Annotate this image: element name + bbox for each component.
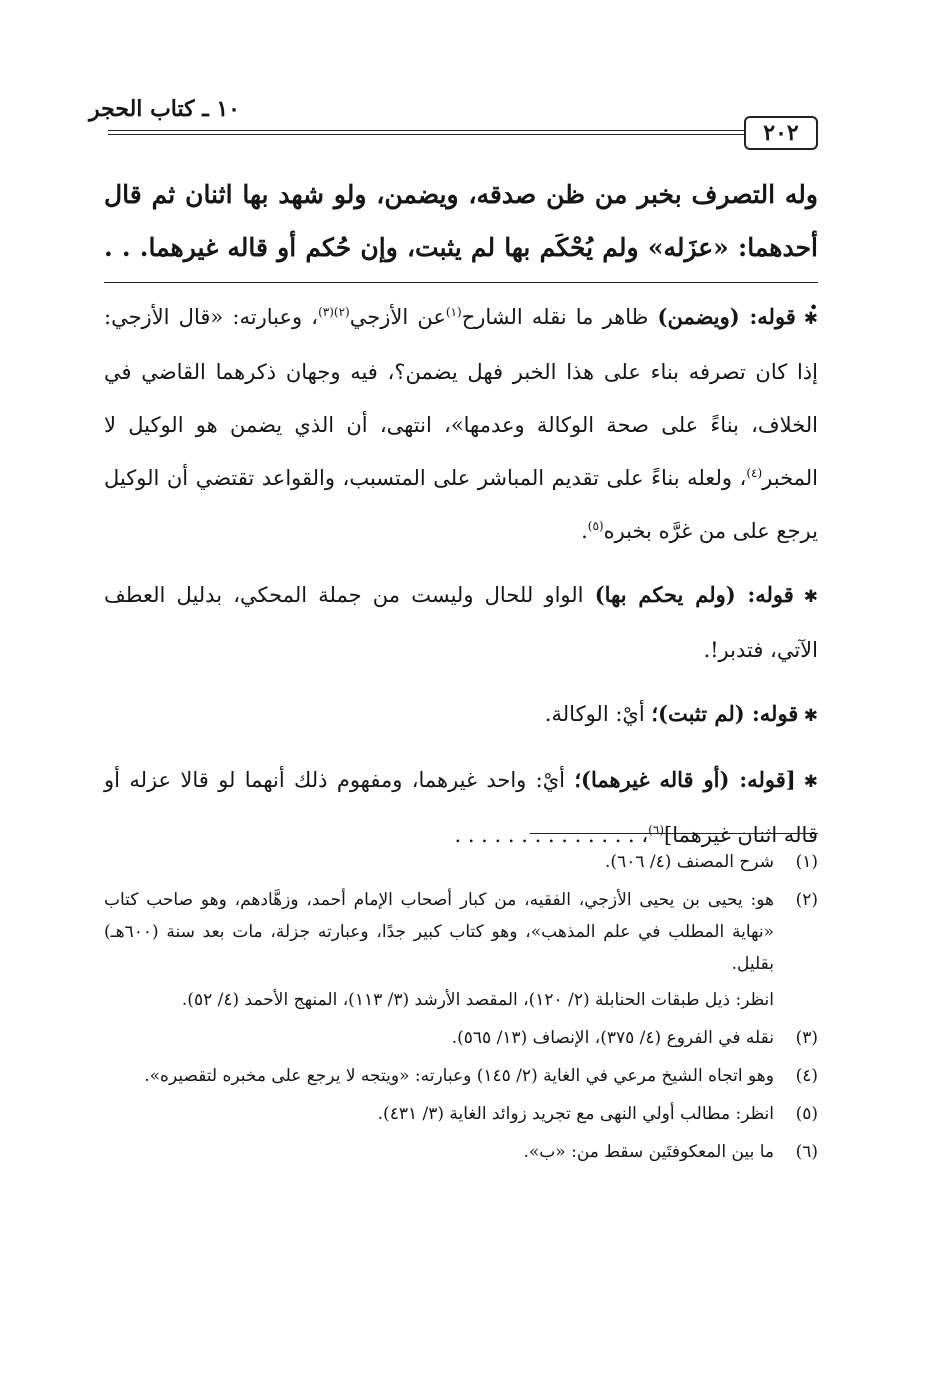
footnote-divider	[530, 833, 818, 834]
footnote-marker[interactable]: (٦)	[648, 823, 664, 837]
footnote-text	[104, 884, 774, 1016]
footnote-text	[104, 1060, 774, 1092]
commentary-text: .	[581, 519, 588, 543]
commentary-text: ، وعبارته: «قال الأزجي: إذا كان تصرفه بناء على هذا الخبر فهل يضمن؟، فيه وجهان ذكرهما القاضي في الخلاف، بناءً على صحة الوكالة وعدمها»، انتهى، أن الذي يضمن هو الوكيل لا المخبر	[104, 305, 818, 490]
footnote-number: (٤)	[795, 1066, 818, 1086]
footnote-paragraph: نقله في الفروع (٤/ ٣٧٥)، الإنصاف (١٣/ ٥٦٥).	[451, 1028, 774, 1048]
footnote-marker[interactable]: (٤)	[746, 466, 763, 480]
footnote-paragraph: انظر: مطالب أولي النهى مع تجريد زوائد الغاية (٣/ ٤٣١).	[377, 1104, 774, 1124]
footnote-paragraph: ما بين المعكوفتَين سقط من: «ب».	[523, 1142, 774, 1162]
footnote-number: (٥)	[795, 1104, 818, 1124]
footnote-number: (٣)	[795, 1028, 818, 1048]
footnote-text	[104, 846, 774, 878]
footnote-marker[interactable]: (١)	[445, 305, 462, 319]
footnote-number: (١)	[795, 852, 818, 872]
footnote-paragraph: وهو اتجاه الشيخ مرعي في الغاية (٢/ ١٤٥) وعبارته: «ويتجه لا يرجع على مخبره لتقصيره».	[144, 1066, 774, 1086]
footnote-item	[104, 884, 818, 1016]
footnote-paragraph: انظر: ذيل طبقات الحنابلة (٢/ ١٢٠)، المقصد الأرشد (٣/ ١١٣)، المنهج الأحمد (٤/ ٥٢).	[181, 990, 774, 1010]
commentary-paragraph	[104, 568, 818, 677]
footnote-item	[104, 1136, 818, 1168]
matn-text: وله التصرف بخبر من ظن صدقه، ويضمن، ولو شهد بها اثنان ثم قال أحدهما: «عزَله» ولم يُحْكَم بها لم يثبت، وإن حُكم أو قاله غيرهما. . . .	[104, 180, 818, 315]
footnote-text	[104, 1136, 774, 1168]
quoted-phrase: [قوله: (أو قاله غيرهما)؛	[574, 767, 796, 792]
asterisk-bullet-icon: ✱	[793, 587, 818, 607]
footnote-paragraph: هو: يحيى بن يحيى الأزجي، الفقيه، من كبار أصحاب الإمام أحمد، وزهَّادهم، وهو صاحب كتاب «نهاية المطلب في علم المذهب»، وهو كتاب كبير جدًا، وعبارته جزلة، مات بعد سنة (٦٠٠هـ) بقليل.	[104, 890, 774, 974]
chapter-title: ١٠ ـ كتاب الحجر	[89, 96, 240, 122]
footnote-text	[104, 1022, 774, 1054]
footnote-paragraph: شرح المصنف (٤/ ٦٠٦).	[605, 852, 774, 872]
footnote-item	[104, 846, 818, 878]
asterisk-bullet-icon: ✱	[795, 309, 818, 329]
footnotes	[104, 846, 818, 1174]
footnote-item	[104, 1022, 818, 1054]
quoted-phrase: قوله: (لم تثبت)؛	[651, 701, 799, 726]
footnote-marker[interactable]: (٢)(٣)	[318, 305, 350, 319]
header-rule	[108, 130, 818, 135]
commentary-text: ظاهر ما نقله الشارح	[461, 305, 658, 329]
commentary-paragraph	[104, 687, 818, 743]
commentary-text: أيْ: الوكالة.	[544, 702, 652, 726]
footnote-number: (٦)	[795, 1142, 818, 1162]
asterisk-bullet-icon: ✱	[795, 772, 818, 792]
footnote-marker[interactable]: (٥)	[587, 519, 604, 533]
commentary-text: الواو للحال وليست من جملة المحكي، بدليل العطف الآتي، فتدبر!.	[104, 583, 818, 662]
quoted-phrase: قوله: (ولم يحكم بها)	[594, 582, 794, 607]
commentary-text: ، . . . . . . . . . . . . . .	[454, 823, 649, 847]
commentary-text: أيْ: واحد غيرهما، ومفهوم ذلك أنهما لو قالا عزله أو قاله اثنان غيرهما]	[104, 768, 818, 847]
commentary-text: ، ولعله بناءً على تقديم المباشر على المتسبب، والقواعد تقتضي أن الوكيل يرجع على من غرَّه بخبره	[104, 466, 818, 543]
footnote-number: (٢)	[795, 890, 818, 910]
commentary-text: عن الأزجي	[349, 305, 446, 329]
commentary-paragraph	[104, 290, 818, 558]
footnote-text	[104, 1098, 774, 1130]
commentary	[104, 290, 818, 872]
footnote-item	[104, 1098, 818, 1130]
footnote-item	[104, 1060, 818, 1092]
running-header	[89, 96, 818, 146]
page-number: ٢٠٢	[744, 116, 818, 150]
matn-divider	[104, 282, 818, 283]
asterisk-bullet-icon: ✱	[798, 706, 818, 726]
quoted-phrase: قوله: (ويضمن)	[657, 304, 796, 329]
